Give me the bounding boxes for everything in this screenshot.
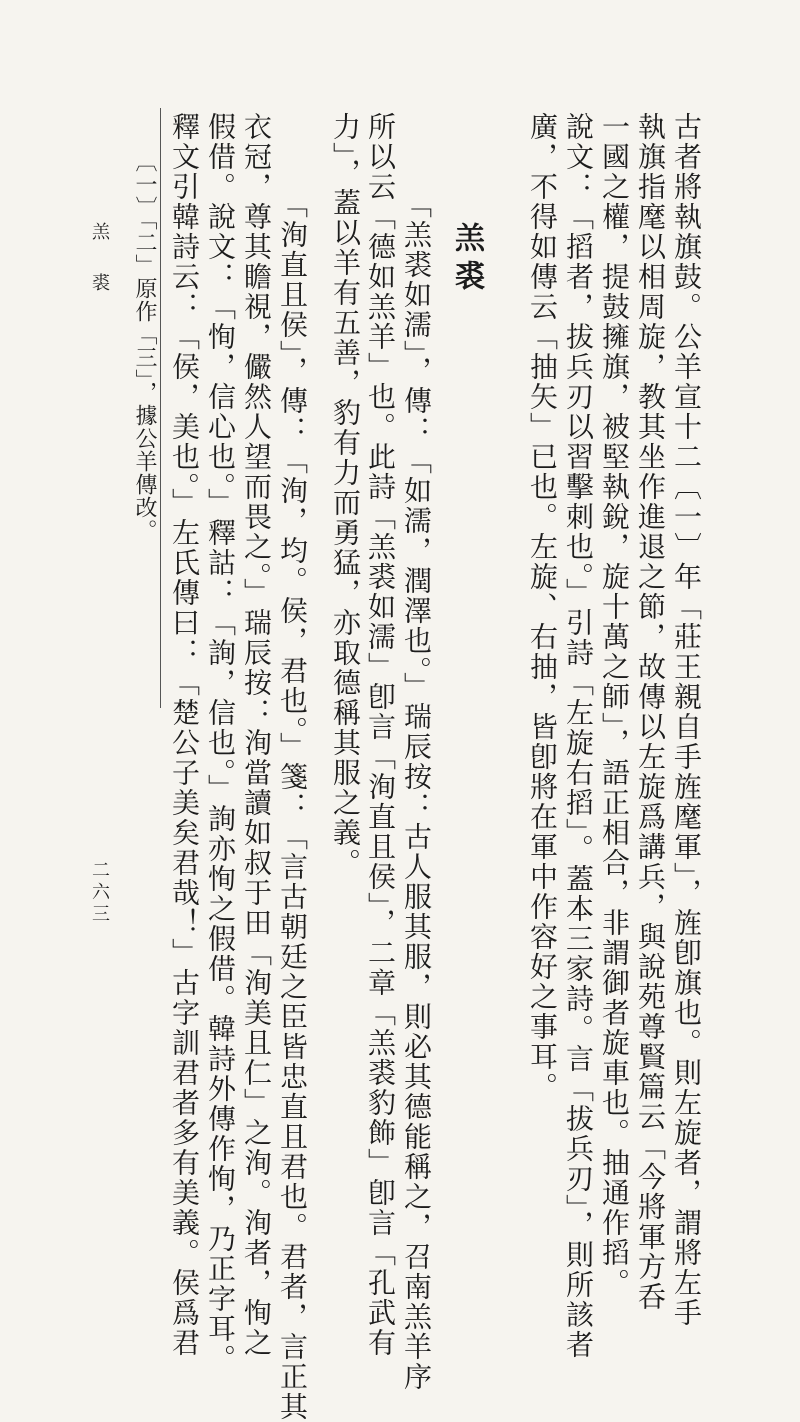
footnote-rule [160,108,161,708]
section-title: 羔裘 [449,222,484,298]
running-head: 羔 裘 [89,222,110,297]
text-line-3: 一國之權，提鼓擁旗，被堅執銳，旋十萬之師」，語正相合，非謂御者旋車也。抽通作搯。 [598,112,631,1298]
text-line-11: 假借。說文：「恂，信心也。」釋詁：「詢，信也。」詢亦恂之假借。韓詩外傳作恂，乃正字耳。 [204,112,237,1374]
text-line-5: 廣，不得如傳云「抽矢」已也。左旋、右抽，皆卽將在軍中作容好之事耳。 [526,112,559,1102]
text-line-7: 所以云「德如羔羊」也。此詩「羔裘如濡」卽言「洵直且侯」，二章「羔裘豹飾」卽言「孔武有 [364,112,397,1358]
text-line-1: 古者將執旗鼓。公羊宣十二〔一〕年「莊王親自手旌麾軍」，旌卽旗也。則左旋者，謂將左手 [670,112,703,1328]
text-line-12: 釋文引韓詩云：「侯，美也。」左氏傳曰：「楚公子美矣君哉！」古字訓君者多有美義。侯爲君 [168,112,201,1358]
footnote: 〔一〕「二」原作「三」，據公羊傳改。 [132,150,157,542]
text-line-2: 執旗指麾以相周旋，教其坐作進退之節，故傳以左旋爲講兵，與說苑尊賢篇云「今將軍方呑 [634,112,667,1312]
page-number: 二六三 [89,860,110,926]
text-line-4: 說文：「搯者，拔兵刃以習擊刺也。」引詩「左旋右搯」。蓋本三家詩。言「拔兵刃」，則所該者 [562,112,595,1360]
text-line-8: 力」，蓋以羊有五善，豹有力而勇猛，亦取德稱其服之義。 [329,112,362,878]
text-line-10: 衣冠，尊其瞻視，儼然人望而畏之。」瑞辰按：洵當讀如叔于田「洵美且仁」之洵。洵者，恂之 [240,112,273,1358]
text-line-9: 「洵直且侯」，傳：「洵，均。侯，君也。」箋：「言古朝廷之臣皆忠直且君也。君者，言正其 [276,190,309,1422]
text-line-6: 「羔裘如濡」，傳：「如濡，潤澤也。」瑞辰按：古人服其服，則必其德能稱之，召南羔羊序 [400,190,433,1392]
